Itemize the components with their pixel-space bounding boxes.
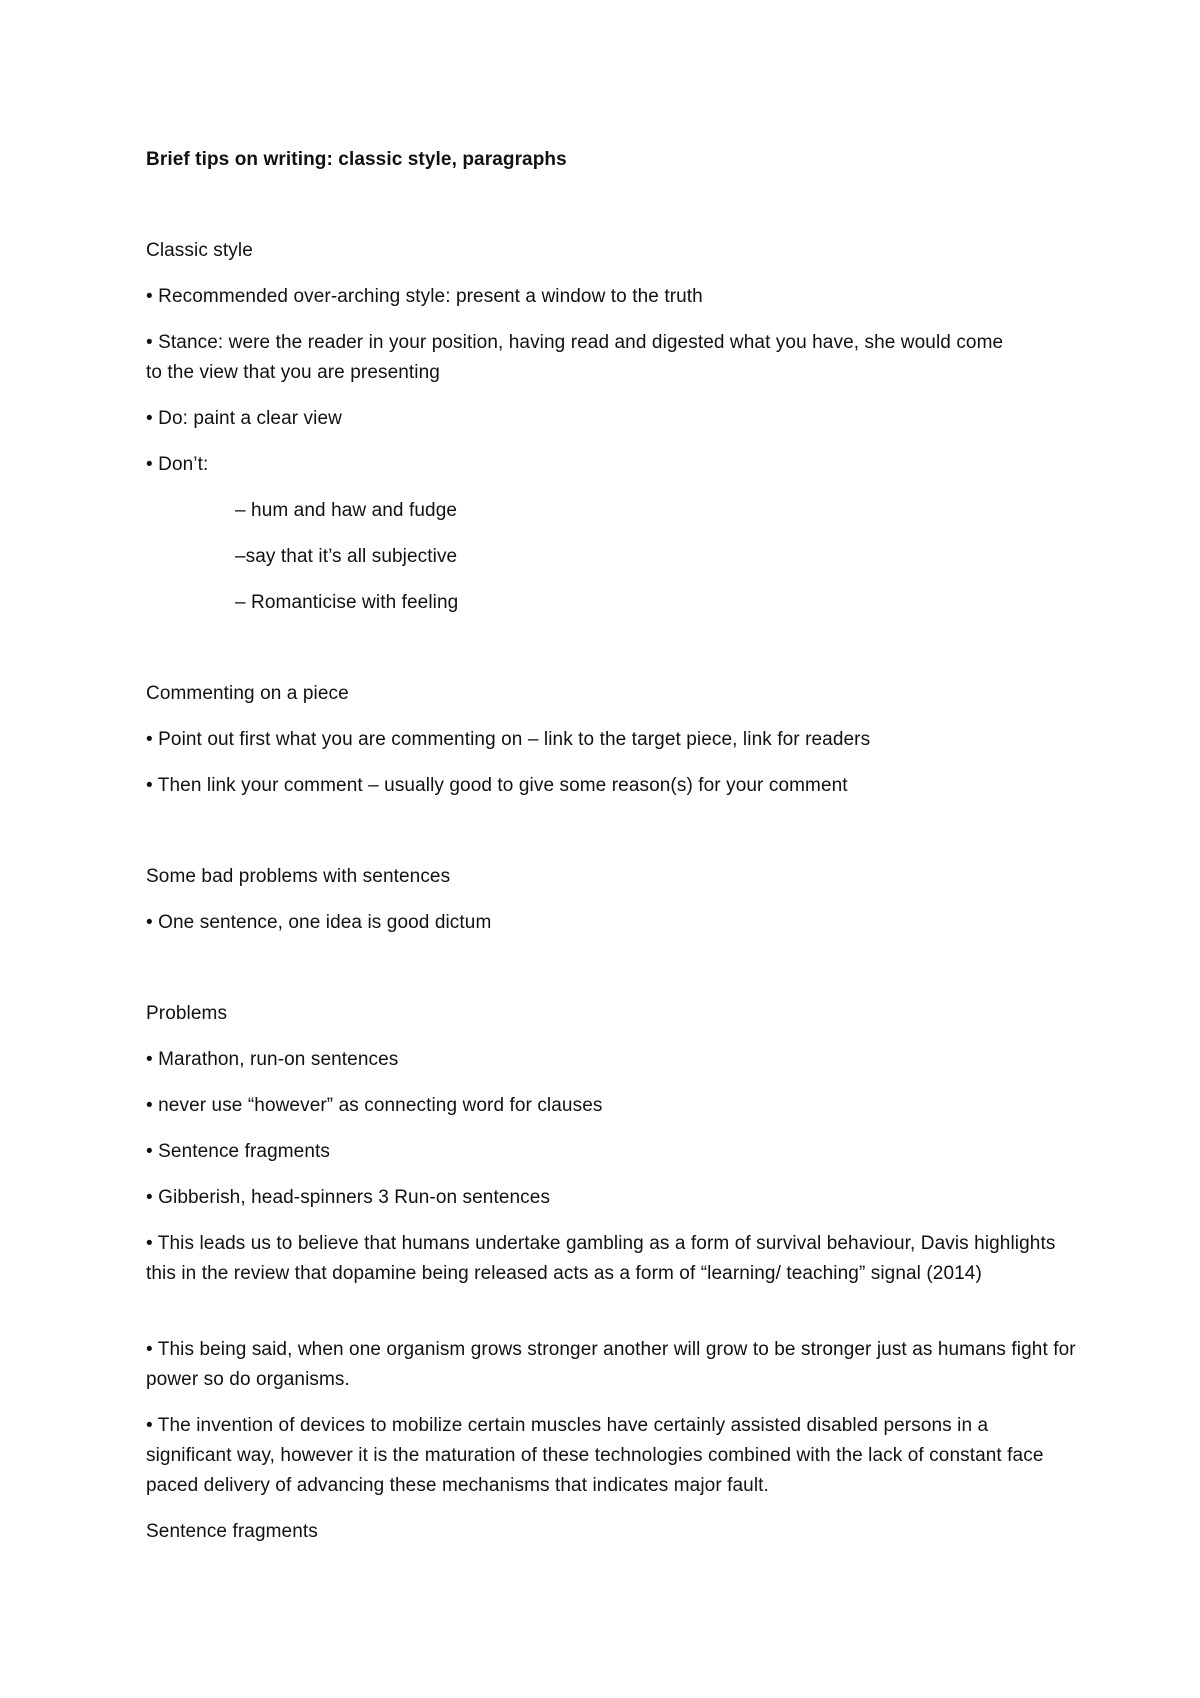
list-item: • Stance: were the reader in your position, having read and digested what you have, she would come (146, 332, 1004, 353)
list-item: • Point out first what you are commenting on – link to the target piece, link for readers (146, 729, 871, 750)
list-item: • One sentence, one idea is good dictum (146, 912, 492, 933)
list-item: • Then link your comment – usually good to give some reason(s) for your comment (146, 775, 848, 796)
list-item-continuation: to the view that you are presenting (146, 362, 440, 383)
sub-list-item: –say that it’s all subjective (235, 546, 458, 567)
section-heading-commenting: Commenting on a piece (146, 683, 349, 704)
list-item: • Marathon, run-on sentences (146, 1049, 399, 1070)
list-item: • Recommended over-arching style: present a window to the truth (146, 286, 703, 307)
list-item: • never use “however” as connecting word for clauses (146, 1095, 603, 1116)
section-heading-bad-problems: Some bad problems with sentences (146, 866, 451, 887)
example-paragraph: • This being said, when one organism grows stronger another will grow to be stronger just as humans fight for power so do organisms. (146, 1339, 1076, 1390)
list-item: • Do: paint a clear view (146, 408, 342, 429)
example-paragraph: • This leads us to believe that humans undertake gambling as a form of survival behaviour, Davis highlights this in the review that dopamine being released acts as a form of “learning/ teaching” signal (2014) (146, 1233, 1056, 1284)
list-item: • Don’t: (146, 454, 209, 475)
list-item: • Gibberish, head-spinners 3 Run-on sentences (146, 1187, 551, 1208)
section-heading-sentence-fragments: Sentence fragments (146, 1521, 318, 1542)
section-heading-problems: Problems (146, 1003, 228, 1024)
sub-list-item: – hum and haw and fudge (235, 500, 458, 521)
example-paragraph: • The invention of devices to mobilize certain muscles have certainly assisted disabled persons in a significant way, however it is the maturation of these technologies combined with the lack of constant face paced delivery of advancing these mechanisms that indicates major fault. (146, 1415, 1044, 1496)
list-item: • Sentence fragments (146, 1141, 330, 1162)
section-heading-classic-style: Classic style (146, 240, 253, 261)
document-title: Brief tips on writing: classic style, paragraphs (146, 149, 567, 170)
sub-list-item: – Romanticise with feeling (235, 592, 459, 613)
